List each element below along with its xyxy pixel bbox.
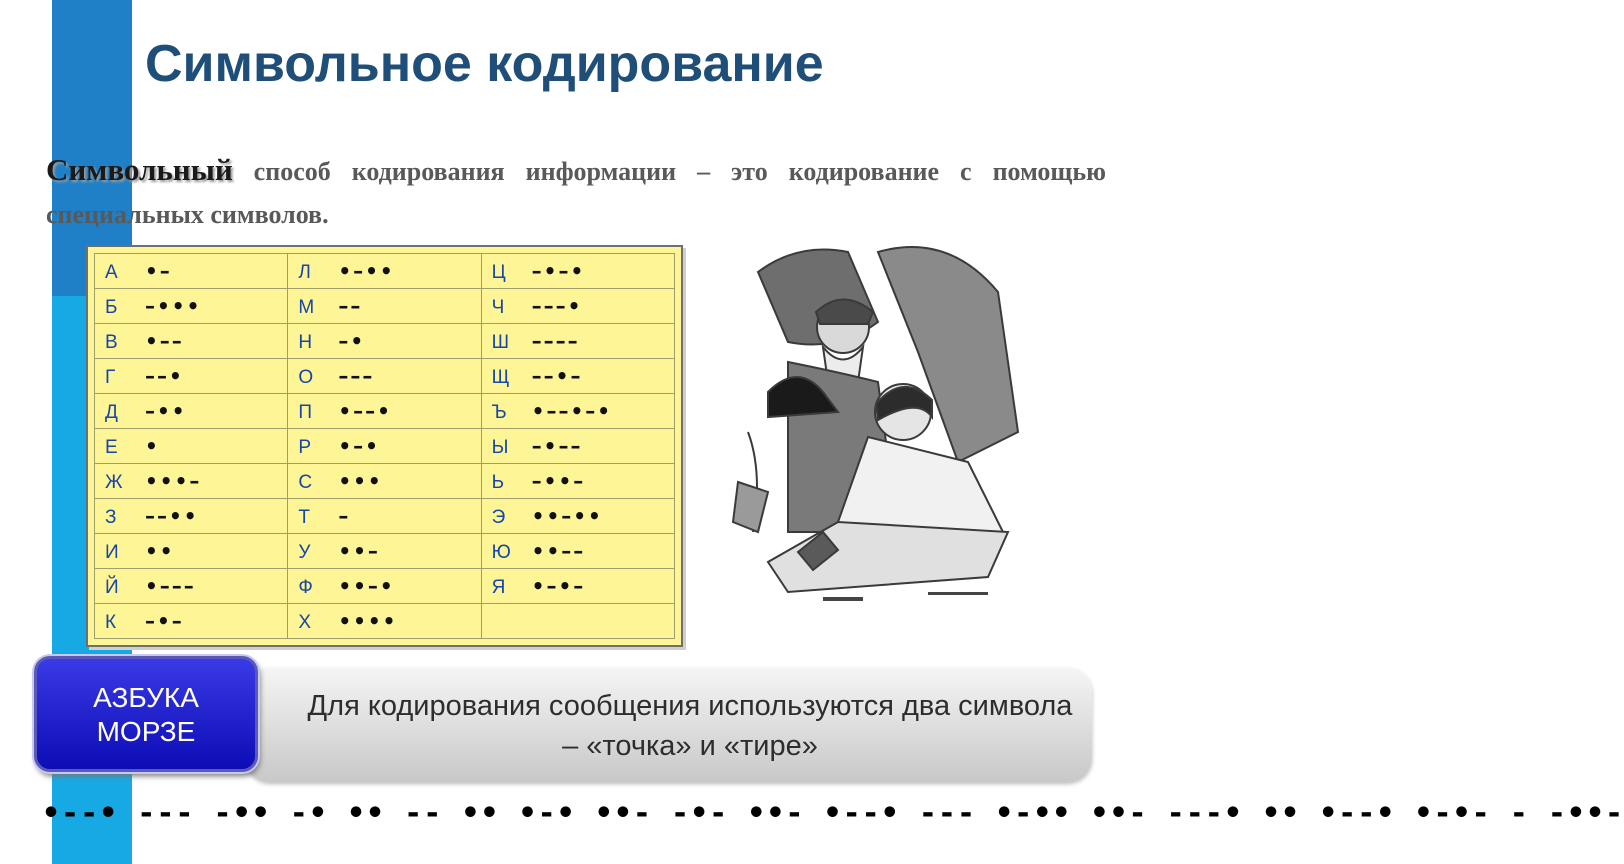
morse-table-cell	[481, 534, 674, 569]
morse-letter: Х	[298, 611, 312, 633]
morse-code: •–•	[338, 433, 380, 458]
morse-table-cell	[288, 429, 481, 464]
morse-code: •––•–•	[531, 398, 613, 423]
morse-table-row	[95, 359, 675, 394]
intro-text: способ кодирования информации – это кодирование с помощью специальных символов.	[46, 157, 1106, 229]
morse-code: •–•–	[531, 573, 586, 598]
morse-letter: А	[105, 261, 118, 283]
morse-letter: Ы	[491, 436, 509, 458]
morse-letter: Н	[298, 331, 313, 353]
morse-letter: П	[298, 401, 312, 423]
morse-letter: Г	[105, 366, 116, 388]
morse-table-cell	[481, 324, 674, 359]
morse-table-cell	[481, 499, 674, 534]
morse-letter: Ь	[491, 471, 505, 493]
morse-table-cell	[95, 464, 288, 499]
morse-code: –••–	[531, 468, 586, 493]
morse-code: •–••	[338, 258, 395, 283]
morse-table-cell	[95, 359, 288, 394]
morse-code: •–––	[145, 573, 196, 598]
morse-letter: М	[298, 296, 315, 318]
morse-table-row	[95, 289, 675, 324]
morse-letter: Ч	[491, 296, 505, 318]
morse-table-cell	[288, 359, 481, 394]
morse-table-row	[95, 569, 675, 604]
morse-code: ••••	[338, 608, 398, 633]
morse-table-cell	[288, 289, 481, 324]
morse-code: ••–	[338, 538, 380, 563]
morse-table-cell	[481, 359, 674, 394]
morse-table-cell	[95, 429, 288, 464]
morse-code-table	[86, 245, 683, 647]
morse-letter: Ъ	[491, 401, 507, 423]
morse-table-cell	[288, 604, 481, 639]
note-text: Для кодирования сообщения используются два символа – «точка» и «тире»	[307, 690, 1073, 762]
morse-letter: Б	[105, 296, 118, 318]
morse-letter: И	[105, 541, 119, 563]
morse-table-row	[95, 604, 675, 639]
morse-table-cell	[288, 534, 481, 569]
morse-table-cell	[95, 254, 288, 289]
morse-letter: О	[298, 366, 314, 388]
morse-table-cell	[95, 604, 288, 639]
morse-code: –––	[338, 363, 375, 388]
morse-letter: Щ	[491, 366, 510, 388]
morse-table-cell	[95, 499, 288, 534]
morse-letter: Ю	[491, 541, 511, 563]
morse-table-cell	[481, 464, 674, 499]
morse-letter: Е	[105, 436, 118, 458]
morse-table-cell	[481, 254, 674, 289]
morse-table-cell	[95, 534, 288, 569]
morse-table-cell	[481, 569, 674, 604]
morse-code: ••–••	[531, 503, 603, 528]
telegraph-operators-illustration	[728, 232, 1028, 612]
morse-table-row	[95, 394, 675, 429]
morse-code: •––	[145, 328, 184, 353]
badge-line-1: АЗБУКА	[93, 682, 199, 713]
morse-code: ––•–	[531, 363, 583, 388]
morse-code: ––•	[145, 363, 184, 388]
morse-table-cell	[481, 394, 674, 429]
morse-table-cell	[95, 289, 288, 324]
morse-alphabet-badge	[34, 656, 258, 772]
morse-code: –••	[145, 398, 187, 423]
morse-code: –––•	[531, 293, 583, 318]
morse-code: •••–	[145, 468, 202, 493]
morse-letter: К	[105, 611, 117, 633]
morse-letter: Т	[298, 506, 310, 528]
morse-code: –•••	[145, 293, 202, 318]
morse-letter: Ш	[491, 331, 510, 353]
morse-code: •	[145, 433, 160, 458]
intro-paragraph	[46, 148, 1106, 236]
morse-code: –•	[338, 328, 366, 353]
morse-code: ––••	[145, 503, 199, 528]
morse-letter: Ж	[105, 471, 123, 493]
morse-letter: Л	[298, 261, 311, 283]
morse-table-grid	[94, 253, 675, 639]
morse-letter: Р	[298, 436, 312, 458]
morse-code: •••	[338, 468, 383, 493]
morse-code: •–	[145, 258, 172, 283]
morse-code: ••––	[531, 538, 586, 563]
morse-letter: Э	[491, 506, 506, 528]
morse-letter: В	[105, 331, 118, 353]
morse-table-row	[95, 254, 675, 289]
morse-code: –	[338, 503, 351, 528]
morse-table-row	[95, 499, 675, 534]
morse-table-cell	[95, 324, 288, 359]
morse-code: –•–•	[531, 258, 586, 283]
morse-letter: Я	[491, 576, 506, 598]
badge-line-2: МОРЗЕ	[96, 716, 196, 747]
morse-letter: Ф	[298, 576, 313, 598]
morse-code: –•–	[145, 608, 184, 633]
morse-table-cell	[288, 324, 481, 359]
morse-table-row	[95, 464, 675, 499]
morse-letter: З	[105, 506, 117, 528]
morse-letter: У	[298, 541, 311, 563]
morse-code: –•––	[531, 433, 583, 458]
morse-letter: Д	[105, 401, 118, 423]
morse-code: ––	[338, 293, 363, 318]
morse-table-cell	[288, 569, 481, 604]
morse-table-cell	[95, 394, 288, 429]
morse-code: •––•	[338, 398, 392, 423]
morse-table-cell	[95, 569, 288, 604]
morse-table-cell	[288, 464, 481, 499]
morse-code: ––––	[531, 328, 580, 353]
morse-letter: Й	[105, 576, 119, 598]
morse-table-row	[95, 324, 675, 359]
morse-table-cell	[481, 604, 674, 639]
morse-table-cell	[481, 429, 674, 464]
morse-table-cell	[288, 394, 481, 429]
morse-code: ••–•	[338, 573, 395, 598]
morse-table-row	[95, 534, 675, 569]
morse-table-cell	[481, 289, 674, 324]
morse-table-cell	[288, 254, 481, 289]
intro-emphasis: Символьный	[46, 152, 233, 187]
morse-letter: С	[298, 471, 313, 493]
morse-letter: Ц	[491, 261, 506, 283]
slide-title: Символьное кодирование	[145, 35, 824, 93]
morse-table-cell	[288, 499, 481, 534]
morse-code: ••	[145, 538, 175, 563]
morse-table-row	[95, 429, 675, 464]
morse-sequence-footer: •--• --- -•• -• •• -- •• •-• ••- -•- ••- •--• --- •-•• ••- ---• •• •--• •-•- - -••-	[42, 796, 1624, 831]
